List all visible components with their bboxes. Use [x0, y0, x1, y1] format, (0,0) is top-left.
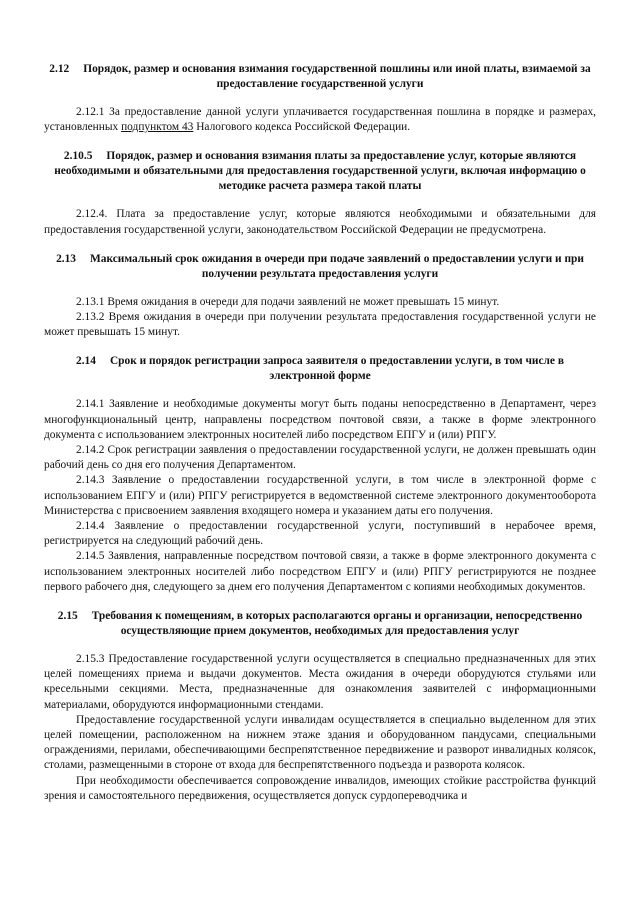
section-title: Требования к помещениям, в которых располагаются органы и организации, непосредственно осуществляющие прием документов, необходимых для предоставления услуг	[91, 610, 583, 638]
paragraph: Предоставление государственной услуги инвалидам осуществляется в специально выделенном для этих целей помещении, расположенном на нижнем этаже здания и оборудованном пандусами, специальными ограждениями, перилами, обеспечивающими беспрепятственное передвижение и разворот инвалидных колясок, столами, размещенными в стороне от входа для беспрепятственного подъезда и разворота колясок.	[44, 713, 596, 772]
section-title: Максимальный срок ожидания в очереди при подаче заявлений о предоставлении услуги и при получении результата предоставления услуги	[90, 252, 584, 280]
section-number: 2.10.5	[63, 150, 93, 163]
section-number: 2.12	[49, 63, 70, 75]
paragraph-text: 2.12.1 За предоставление данной услуги уплачивается государственная пошлина в порядке и размерах, установленных	[44, 106, 596, 134]
paragraph: 2.13.1 Время ожидания в очереди для подачи заявлений не может превышать 15 минут.	[76, 295, 500, 308]
section-heading	[44, 609, 596, 639]
paragraph	[44, 105, 596, 135]
paragraph: 2.14.2 Срок регистрации заявления о предоставлении государственной услуги, не должен превышать один рабочий день со дня его получения Департаментом.	[44, 444, 596, 472]
section-number: 2.13	[56, 252, 76, 265]
section-heading	[44, 354, 596, 384]
paragraph: 2.14.3 Заявление о предоставлении государственной услуги, в том числе в электронной форме с использованием ЕПГУ и (или) РПГУ регистрируется в ведомственной системе электронного документооборота Министерства с присвоением заявления входящего номера и указанием даты его получения.	[44, 474, 596, 517]
paragraph: При необходимости обеспечивается сопровождение инвалидов, имеющих стойкие расстройства функций зрения и самостоятельного передвижения, осуществляется допуск сурдопереводчика и	[44, 774, 596, 802]
paragraph: 2.12.4. Плата за предоставление услуг, которые являются необходимыми и обязательными для предоставления государственной услуги, законодательством Российской Федерации не предусмотрена.	[44, 208, 596, 236]
section-number: 2.15	[57, 610, 78, 623]
paragraph: 2.14.5 Заявления, направленные посредством почтовой связи, а также в форме электронного документа с использованием электронных носителей либо посредством ЕПГУ и (или) РПГУ регистрируются не позднее первого рабочего дня, следующего за днем его получения Департаментом с копиями необходимых документов.	[44, 550, 596, 593]
paragraph-text: Налогового кодекса Российской Федерации.	[193, 121, 411, 134]
law-reference-link[interactable]: подпунктом 43	[121, 121, 194, 134]
paragraph: 2.15.3 Предоставление государственной услуги осуществляется в специально предназначенных для этих целей помещениях приема и выдачи документов. Места ожидания в очереди оборудуются стульями или кресельными секциями. Места, предназначенные для ознакомления заявителей с информационными материалами, оборудуются информационными стендами.	[44, 653, 596, 711]
section-heading	[44, 149, 596, 194]
section-heading	[44, 62, 596, 92]
section-heading	[44, 252, 596, 282]
section-title: Срок и порядок регистрации запроса заявителя о предоставлении услуги, в том числе в электронной форме	[109, 355, 564, 383]
section-title: Порядок, размер и основания взимания платы за предоставление услуг, которые являются необходимыми и обязательными для предоставления государственной услуги, включая информацию о методике расчета размера такой платы	[54, 150, 586, 193]
section-number: 2.14	[76, 355, 96, 368]
section-title: Порядок, размер и основания взимания государственной пошлины или иной платы, взимаемой за предоставление государственной услуги	[83, 63, 591, 90]
paragraph: 2.14.1 Заявление и необходимые документы могут быть поданы непосредственно в Департамент, через многофункциональный центр, направлены посредством почтовой связи, а также в форме электронного документа с использованием электронных носителей либо посредством ЕПГУ и (или) РПГУ.	[44, 398, 596, 441]
paragraph: 2.14.4 Заявление о предоставлении государственной услуги, поступивший в нерабочее время, регистрируется на следующий рабочий день.	[44, 520, 596, 548]
paragraph: 2.13.2 Время ожидания в очереди при получении результата предоставления государственной услуги не может превышать 15 минут.	[44, 311, 596, 339]
